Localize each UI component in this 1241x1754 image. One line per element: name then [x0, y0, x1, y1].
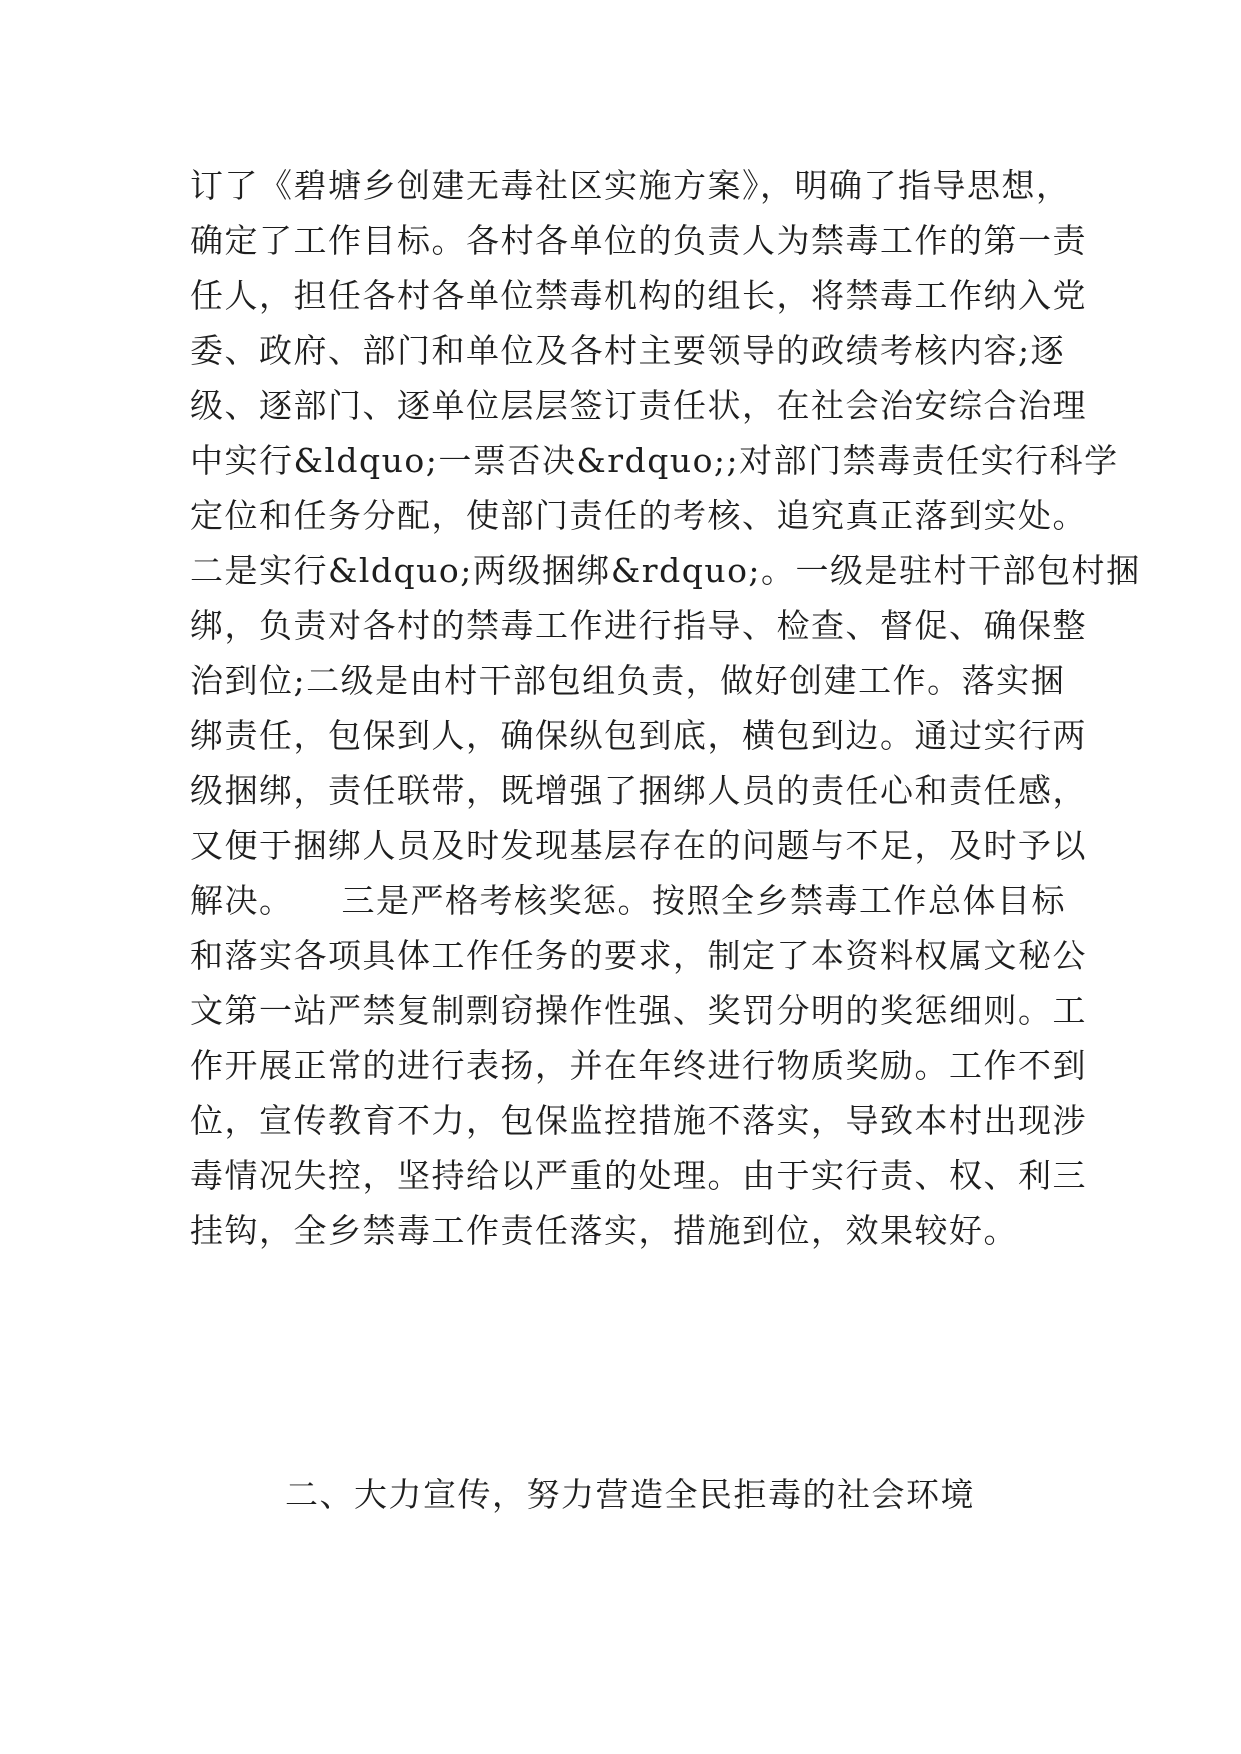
text-line: 任人，担任各村各单位禁毒机构的组长，将禁毒工作纳入党 [190, 276, 1087, 315]
text-line: 位，宣传教育不力，包保监控措施不落实，导致本村出现涉 [190, 1101, 1087, 1140]
text-line: 确定了工作目标。各村各单位的负责人为禁毒工作的第一责 [190, 221, 1087, 260]
text-line: 毒情况失控，坚持给以严重的处理。由于实行责、权、利三 [190, 1156, 1087, 1195]
text-line: 绑，负责对各村的禁毒工作进行指导、检查、督促、确保整 [190, 606, 1087, 645]
text-line: 中实行&ldquo;一票否决&rdquo;;对部门禁毒责任实行科学 [190, 441, 1119, 480]
text-line: 解决。 三是严格考核奖惩。按照全乡禁毒工作总体目标 [190, 881, 1066, 920]
text-line: 级捆绑，责任联带，既增强了捆绑人员的责任心和责任感， [190, 771, 1087, 810]
text-line: 委、政府、部门和单位及各村主要领导的政绩考核内容;逐 [190, 331, 1066, 370]
text-line: 文第一站严禁复制剽窃操作性强、奖罚分明的奖惩细则。工 [190, 991, 1087, 1030]
text-line: 二是实行&ldquo;两级捆绑&rdquo;。一级是驻村干部包村捆 [190, 551, 1141, 590]
text-line: 订了《碧塘乡创建无毒社区实施方案》，明确了指导思想， [190, 166, 1071, 205]
text-line: 绑责任，包保到人，确保纵包到底，横包到边。通过实行两 [190, 716, 1087, 755]
text-line: 又便于捆绑人员及时发现基层存在的问题与不足，及时予以 [190, 826, 1087, 865]
text-line: 级、逐部门、逐单位层层签订责任状，在社会治安综合治理 [190, 386, 1087, 425]
text-line: 定位和任务分配，使部门责任的考核、追究真正落到实处。 [190, 496, 1087, 535]
text-line: 和落实各项具体工作任务的要求，制定了本资料权属文秘公 [190, 936, 1087, 975]
section-heading: 二、大力宣传，努力营造全民拒毒的社会环境 [285, 1475, 975, 1514]
body-text [190, 158, 1141, 1258]
text-line: 治到位;二级是由村干部包组负责，做好创建工作。落实捆 [190, 661, 1066, 700]
text-line: 挂钩，全乡禁毒工作责任落实，措施到位，效果较好。 [190, 1211, 1018, 1250]
text-line: 作开展正常的进行表扬，并在年终进行物质奖励。工作不到 [190, 1046, 1087, 1085]
